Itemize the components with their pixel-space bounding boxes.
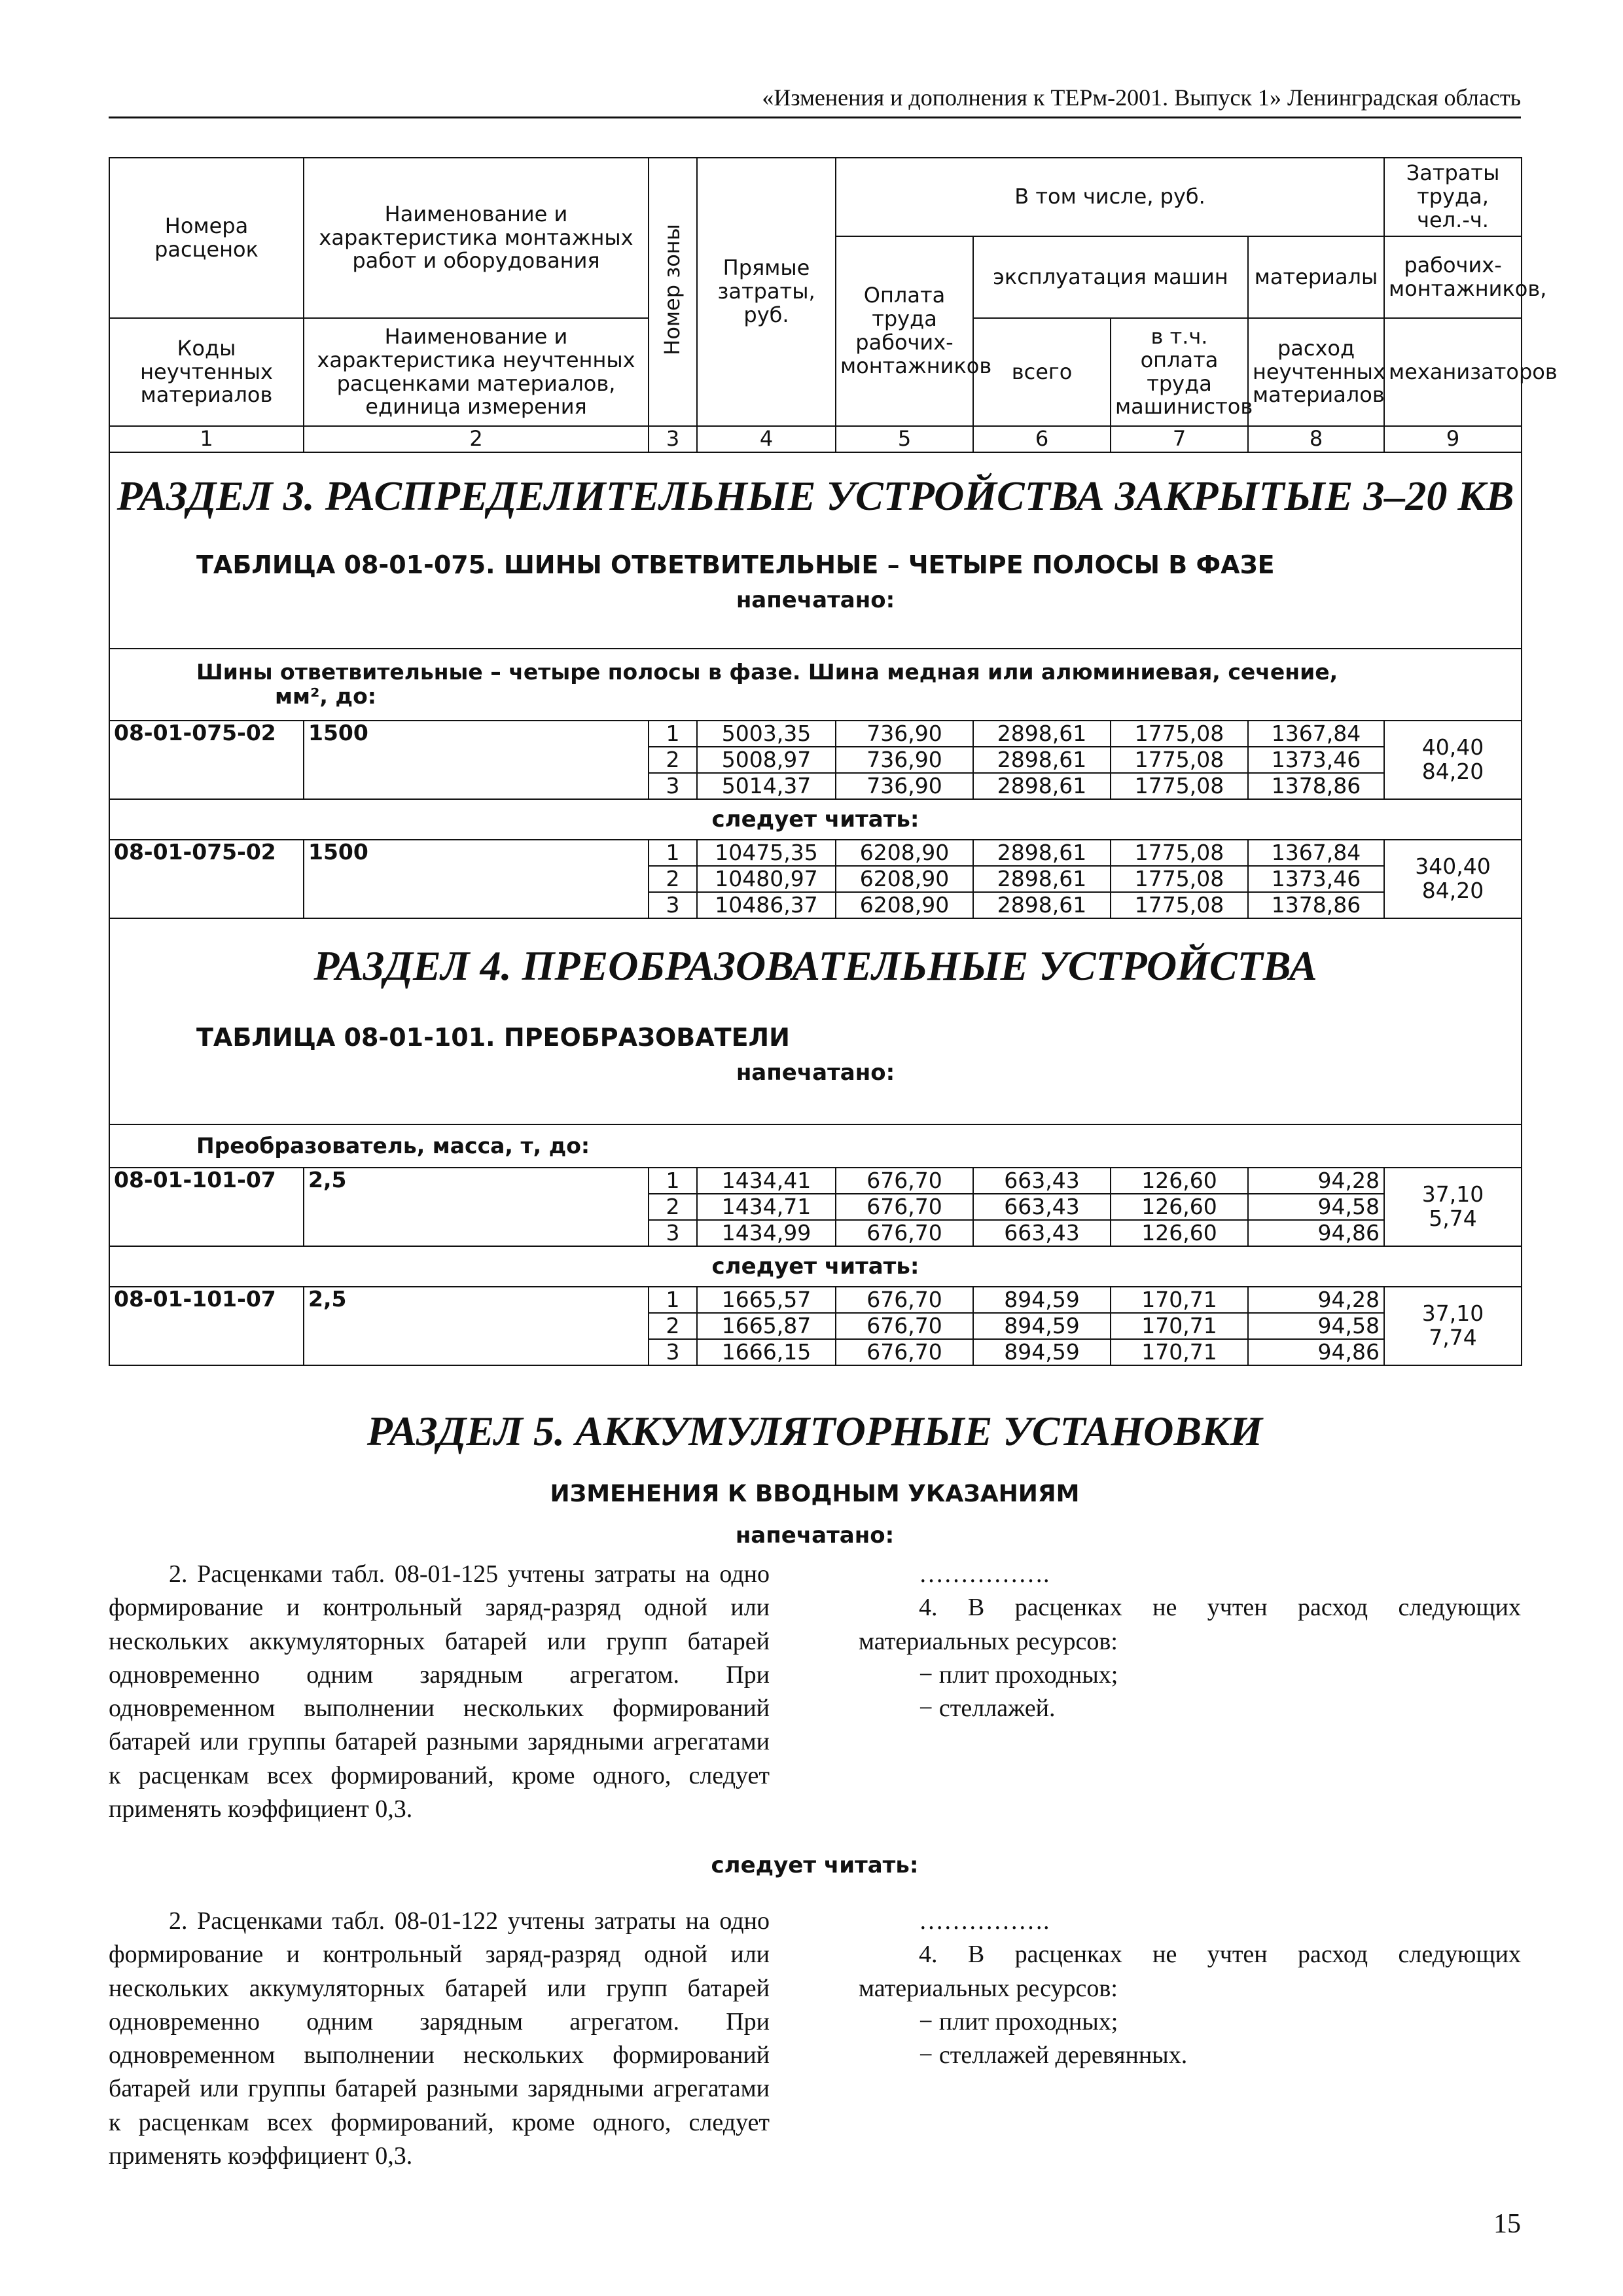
paragraph-4-printed: 4. В расценках не учтен расход следующих материальных ресурсов: <box>859 1594 1521 1655</box>
running-header: «Изменения и дополнения к ТЕРм-2001. Выпуск 1» Ленинградская область <box>762 84 1521 111</box>
zone: 2 <box>649 1194 697 1220</box>
section-4-title: РАЗДЕЛ 4. ПРЕОБРАЗОВАТЕЛЬНЫЕ УСТРОЙСТВА <box>313 942 1317 989</box>
labor-costs: 340,40 84,20 <box>1384 840 1522 918</box>
header-rule <box>109 117 1521 118</box>
machinist-pay: 170,71 <box>1111 1287 1248 1313</box>
section-5-subtitle: ИЗМЕНЕНИЯ К ВВОДНЫМ УКАЗАНИЯМ <box>550 1480 1080 1507</box>
list-item: − плит проходных; <box>919 2007 1118 2036</box>
col-num: 2 <box>304 426 649 452</box>
direct-costs: 1434,71 <box>697 1194 836 1220</box>
machine-total: 2898,61 <box>973 747 1111 773</box>
machinist-pay: 170,71 <box>1111 1339 1248 1365</box>
materials: 1367,84 <box>1248 840 1384 866</box>
list-item: − стеллажей. <box>919 1695 1056 1723</box>
rates-table <box>109 452 1522 1366</box>
direct-costs: 1434,99 <box>697 1220 836 1246</box>
machine-total: 894,59 <box>973 1287 1111 1313</box>
group-heading: Шины ответвительные – четыре полосы в фазе. Шина медная или алюминиевая, сечение, мм², до: <box>109 649 1522 721</box>
materials: 1378,86 <box>1248 892 1384 918</box>
should-read-label: следует читать: <box>711 1852 919 1878</box>
hdr-zone: Номер зоны <box>649 158 697 426</box>
corrected-right-column <box>859 1905 1521 2072</box>
section-4-block <box>109 918 1522 1124</box>
col-num: 5 <box>836 426 973 452</box>
hdr-labor-workers: рабочих-монтажников, <box>1384 236 1522 318</box>
hdr-materials: материалы <box>1248 236 1384 318</box>
list-item: − стеллажей деревянных. <box>919 2041 1188 2070</box>
paragraph-2-corrected: 2. Расценками табл. 08-01-122 учтены затраты на одно формирование и контрольный заряд-разряд одной или нескольких аккумуляторных батарей или групп батарей одновременно одним зарядным агрегатом. При одновременном выполнении нескольких формирований батарей или группы батарей разными зарядными агрегатами к расценкам всех формирований, кроме одного, следует применять коэффициент 0,3. <box>109 1907 770 2170</box>
printed-left-column <box>109 1558 770 1826</box>
zone: 2 <box>649 1313 697 1339</box>
printed-label: напечатано: <box>735 1522 895 1549</box>
group-heading: Преобразователь, масса, т, до: <box>109 1124 1522 1168</box>
machine-total: 2898,61 <box>973 840 1111 866</box>
worker-pay: 6208,90 <box>836 840 973 866</box>
machine-total: 663,43 <box>973 1168 1111 1194</box>
worker-pay: 676,70 <box>836 1168 973 1194</box>
materials: 94,86 <box>1248 1339 1384 1365</box>
materials: 1373,46 <box>1248 747 1384 773</box>
rate-name: 2,5 <box>304 1287 649 1365</box>
materials: 1367,84 <box>1248 721 1384 747</box>
machine-total: 2898,61 <box>973 866 1111 892</box>
paragraph-4-corrected: 4. В расценках не учтен расход следующих материальных ресурсов: <box>859 1941 1521 2002</box>
should-read-label: следует читать: <box>109 799 1522 840</box>
machinist-pay: 170,71 <box>1111 1313 1248 1339</box>
worker-pay: 676,70 <box>836 1287 973 1313</box>
zone: 3 <box>649 773 697 799</box>
machinist-pay: 1775,08 <box>1111 721 1248 747</box>
rate-code: 08-01-101-07 <box>109 1168 304 1246</box>
hdr-labor-mechanics: механизаторов <box>1384 318 1522 426</box>
zone: 3 <box>649 892 697 918</box>
hdr-direct-costs: Прямые затраты, руб. <box>697 158 836 426</box>
direct-costs: 10486,37 <box>697 892 836 918</box>
rate-name: 1500 <box>304 840 649 918</box>
ellipsis: ……………. <box>919 1560 1050 1588</box>
worker-pay: 736,90 <box>836 747 973 773</box>
hdr-material-usage: расход неучтенных материалов <box>1248 318 1384 426</box>
column-header-table <box>109 157 1558 453</box>
hdr-material-name: Наименование и характеристика неучтенных расценками материалов, единица измерения <box>304 318 649 426</box>
machine-total: 2898,61 <box>973 721 1111 747</box>
hdr-codes: Номера расценок <box>109 158 304 318</box>
worker-pay: 6208,90 <box>836 892 973 918</box>
machine-total: 894,59 <box>973 1339 1111 1365</box>
machinist-pay: 1775,08 <box>1111 866 1248 892</box>
col-num: 4 <box>697 426 836 452</box>
machine-total: 663,43 <box>973 1194 1111 1220</box>
materials: 94,58 <box>1248 1194 1384 1220</box>
printed-right-column <box>859 1558 1521 1725</box>
section-5-title: РАЗДЕЛ 5. АККУМУЛЯТОРНЫЕ УСТАНОВКИ <box>366 1408 1263 1454</box>
table-08-01-075-title: ТАБЛИЦА 08-01-075. ШИНЫ ОТВЕТВИТЕЛЬНЫЕ – ЧЕТЫРЕ ПОЛОСЫ В ФАЗЕ <box>196 550 1275 579</box>
machinist-pay: 126,60 <box>1111 1194 1248 1220</box>
rate-name: 1500 <box>304 721 649 799</box>
zone: 1 <box>649 1168 697 1194</box>
zone: 3 <box>649 1220 697 1246</box>
zone: 2 <box>649 747 697 773</box>
col-num: 6 <box>973 426 1111 452</box>
materials: 94,28 <box>1248 1287 1384 1313</box>
worker-pay: 736,90 <box>836 721 973 747</box>
hdr-machine-exploitation: эксплуатация машин <box>973 236 1248 318</box>
machinist-pay: 126,60 <box>1111 1168 1248 1194</box>
materials: 94,58 <box>1248 1313 1384 1339</box>
machinist-pay: 126,60 <box>1111 1220 1248 1246</box>
labor-costs: 37,10 5,74 <box>1384 1168 1522 1246</box>
hdr-including: В том числе, руб. <box>836 158 1384 236</box>
direct-costs: 1665,87 <box>697 1313 836 1339</box>
paragraph-2-printed: 2. Расценками табл. 08-01-125 учтены затраты на одно формирование и контрольный заряд-разряд одной или нескольких аккумуляторных батарей или групп батарей одновременно одним зарядным агрегатом. При одновременном выполнении нескольких формирований батарей или группы батарей разными зарядными агрегатами к расценкам всех формирований, кроме одного, следует применять коэффициент 0,3. <box>109 1560 770 1823</box>
rate-code: 08-01-101-07 <box>109 1287 304 1365</box>
col-num: 7 <box>1111 426 1248 452</box>
page-number: 15 <box>1493 2209 1521 2239</box>
worker-pay: 676,70 <box>836 1194 973 1220</box>
hdr-labor: Затраты труда, чел.-ч. <box>1384 158 1522 236</box>
printed-label: напечатано: <box>736 587 895 614</box>
machinist-pay: 1775,08 <box>1111 773 1248 799</box>
machinist-pay: 1775,08 <box>1111 840 1248 866</box>
direct-costs: 5014,37 <box>697 773 836 799</box>
direct-costs: 10480,97 <box>697 866 836 892</box>
labor-costs: 40,40 84,20 <box>1384 721 1522 799</box>
col-num: 1 <box>109 426 304 452</box>
machinist-pay: 1775,08 <box>1111 892 1248 918</box>
rate-name: 2,5 <box>304 1168 649 1246</box>
zone: 1 <box>649 840 697 866</box>
hdr-material-codes: Коды неучтенных материалов <box>109 318 304 426</box>
machine-total: 2898,61 <box>973 892 1111 918</box>
table-08-01-101-title: ТАБЛИЦА 08-01-101. ПРЕОБРАЗОВАТЕЛИ <box>196 1022 790 1052</box>
materials: 1378,86 <box>1248 773 1384 799</box>
machine-total: 2898,61 <box>973 773 1111 799</box>
rate-code: 08-01-075-02 <box>109 721 304 799</box>
direct-costs: 5003,35 <box>697 721 836 747</box>
materials: 94,28 <box>1248 1168 1384 1194</box>
col-num: 3 <box>649 426 697 452</box>
printed-label: напечатано: <box>736 1060 895 1086</box>
list-item: − плит проходных; <box>919 1660 1118 1689</box>
zone: 3 <box>649 1339 697 1365</box>
machine-total: 663,43 <box>973 1220 1111 1246</box>
worker-pay: 736,90 <box>836 773 973 799</box>
should-read-label: следует читать: <box>109 1246 1522 1287</box>
worker-pay: 676,70 <box>836 1313 973 1339</box>
zone: 2 <box>649 866 697 892</box>
direct-costs: 1434,41 <box>697 1168 836 1194</box>
section-3-block <box>109 452 1522 649</box>
labor-costs: 37,10 7,74 <box>1384 1287 1522 1365</box>
hdr-machine-total: всего <box>973 318 1111 426</box>
col-num: 9 <box>1384 426 1522 452</box>
materials: 1373,46 <box>1248 866 1384 892</box>
hdr-machinist-pay: в т.ч. оплата труда машинистов <box>1111 318 1248 426</box>
direct-costs: 1665,57 <box>697 1287 836 1313</box>
zone: 1 <box>649 1287 697 1313</box>
worker-pay: 676,70 <box>836 1339 973 1365</box>
col-num: 8 <box>1248 426 1384 452</box>
corrected-left-column <box>109 1905 770 2173</box>
rate-code: 08-01-075-02 <box>109 840 304 918</box>
materials: 94,86 <box>1248 1220 1384 1246</box>
direct-costs: 1666,15 <box>697 1339 836 1365</box>
machine-total: 894,59 <box>973 1313 1111 1339</box>
hdr-work-name: Наименование и характеристика монтажных работ и оборудования <box>304 158 649 318</box>
machinist-pay: 1775,08 <box>1111 747 1248 773</box>
section-3-title: РАЗДЕЛ 3. РАСПРЕДЕЛИТЕЛЬНЫЕ УСТРОЙСТВА ЗАКРЫТЫЕ 3–20 КВ <box>116 473 1514 519</box>
zone: 1 <box>649 721 697 747</box>
ellipsis: ……………. <box>919 1907 1050 1935</box>
worker-pay: 676,70 <box>836 1220 973 1246</box>
hdr-worker-pay: Оплата труда рабочих-монтажников <box>836 236 973 426</box>
worker-pay: 6208,90 <box>836 866 973 892</box>
direct-costs: 10475,35 <box>697 840 836 866</box>
direct-costs: 5008,97 <box>697 747 836 773</box>
